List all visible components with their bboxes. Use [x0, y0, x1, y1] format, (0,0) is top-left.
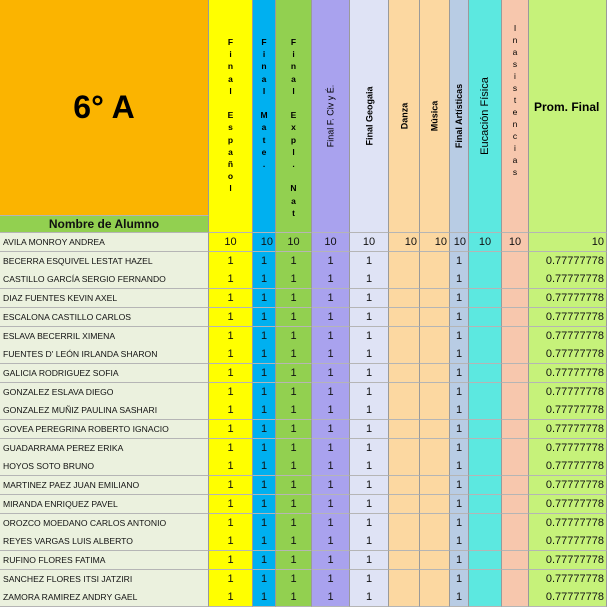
column-header-label: Eucación Física [479, 77, 491, 155]
grade-cell-civ[interactable]: 1 [312, 401, 350, 420]
grade-cell-geo[interactable]: 1 [350, 327, 389, 346]
column-header-label: Final Geogaia [364, 86, 375, 146]
grade-cell-art[interactable]: 1 [450, 364, 469, 383]
column-header-label: Danza [398, 102, 409, 130]
grade-cell-civ[interactable]: 1 [312, 383, 350, 402]
grade-cell-civ[interactable]: 1 [312, 457, 350, 476]
grade-cell-esp[interactable]: 1 [209, 308, 253, 327]
student-name-cell[interactable]: MIRANDA ENRIQUEZ PAVEL [0, 495, 209, 514]
grade-cell-esp[interactable]: 1 [209, 364, 253, 383]
grade-cell-mat[interactable]: 1 [253, 345, 276, 364]
grade-cell-mat[interactable]: 1 [253, 457, 276, 476]
grade-cell-ina[interactable] [502, 570, 529, 589]
grade-cell-art[interactable]: 1 [450, 270, 469, 289]
column-header-geo[interactable] [350, 0, 389, 233]
grade-cell-dan[interactable] [389, 551, 420, 570]
grade-cell-esp[interactable]: 1 [209, 457, 253, 476]
grade-cell-dan[interactable] [389, 420, 420, 439]
grade-cell-ina[interactable] [502, 364, 529, 383]
grade-cell-edf[interactable] [469, 514, 502, 533]
column-header-label: Música [429, 100, 440, 132]
grade-cell-prom[interactable]: 0.77777778 [529, 457, 607, 476]
grade-cell-edf[interactable] [469, 270, 502, 289]
grade-cell-nat[interactable]: 1 [276, 457, 312, 476]
grade-cell-mus[interactable] [420, 420, 450, 439]
column-header-art[interactable] [450, 0, 469, 233]
grade-cell-mus[interactable] [420, 532, 450, 551]
name-column-header[interactable] [0, 216, 209, 233]
grade-cell-nat[interactable]: 1 [276, 252, 312, 271]
grade-cell-ina[interactable] [502, 476, 529, 495]
grade-cell-civ[interactable]: 1 [312, 327, 350, 346]
grade-cell-dan[interactable] [389, 383, 420, 402]
grade-cell-dan[interactable] [389, 401, 420, 420]
grade-cell-esp[interactable]: 1 [209, 476, 253, 495]
grade-cell-art[interactable]: 1 [450, 327, 469, 346]
grade-cell-ina[interactable] [502, 252, 529, 271]
grade-cell-mus[interactable] [420, 345, 450, 364]
grade-cell-dan[interactable] [389, 570, 420, 589]
grade-cell-geo[interactable]: 1 [350, 495, 389, 514]
grade-cell-edf[interactable] [469, 289, 502, 308]
grade-cell-edf[interactable] [469, 570, 502, 589]
column-header-label: Prom. Final [534, 100, 600, 114]
grade-cell-edf[interactable] [469, 308, 502, 327]
grade-cell-mat[interactable]: 1 [253, 551, 276, 570]
grade-cell-ina[interactable] [502, 345, 529, 364]
grade-cell-dan[interactable] [389, 327, 420, 346]
student-name-cell[interactable]: OROZCO MOEDANO CARLOS ANTONIO [0, 514, 209, 533]
grade-cell-ina[interactable]: 10 [502, 233, 529, 252]
column-header-label: F i n a l E s p a ñ o l [227, 37, 234, 194]
grade-cell-ina[interactable] [502, 588, 529, 607]
grade-cell-art[interactable]: 10 [450, 233, 469, 252]
grade-cell-prom[interactable]: 0.77777778 [529, 514, 607, 533]
grade-cell-ina[interactable] [502, 308, 529, 327]
grade-cell-art[interactable]: 1 [450, 514, 469, 533]
grade-cell-mat[interactable]: 1 [253, 364, 276, 383]
grade-cell-mus[interactable] [420, 476, 450, 495]
column-header-edf[interactable] [469, 0, 502, 233]
grade-cell-esp[interactable]: 1 [209, 551, 253, 570]
grade-cell-mus[interactable] [420, 401, 450, 420]
student-name-cell[interactable]: MARTINEZ PAEZ JUAN EMILIANO [0, 476, 209, 495]
grade-cell-dan[interactable] [389, 345, 420, 364]
grade-cell-ina[interactable] [502, 439, 529, 458]
grade-cell-dan[interactable] [389, 439, 420, 458]
grade-cell-prom[interactable]: 0.77777778 [529, 495, 607, 514]
grade-cell-mat[interactable]: 1 [253, 495, 276, 514]
grade-cell-esp[interactable]: 1 [209, 345, 253, 364]
grade-cell-geo[interactable]: 1 [350, 476, 389, 495]
column-header-prom[interactable] [529, 0, 607, 233]
student-name-cell[interactable]: CASTILLO GARCÍA SERGIO FERNANDO [0, 270, 209, 289]
grade-cell-civ[interactable]: 1 [312, 514, 350, 533]
student-name-cell[interactable]: SANCHEZ FLORES ITSI JATZIRI [0, 570, 209, 589]
grade-cell-mat[interactable]: 1 [253, 588, 276, 607]
grade-cell-mus[interactable] [420, 514, 450, 533]
grade-cell-esp[interactable]: 1 [209, 532, 253, 551]
grade-cell-esp[interactable]: 1 [209, 514, 253, 533]
grade-cell-dan[interactable] [389, 270, 420, 289]
grade-cell-ina[interactable] [502, 532, 529, 551]
grade-cell-civ[interactable]: 1 [312, 345, 350, 364]
student-name-cell[interactable]: DIAZ FUENTES KEVIN AXEL [0, 289, 209, 308]
grade-cell-ina[interactable] [502, 514, 529, 533]
grade-cell-mus[interactable] [420, 570, 450, 589]
column-header-label: F i n a l M a t e . [260, 37, 268, 170]
grade-cell-nat[interactable]: 1 [276, 551, 312, 570]
grade-cell-esp[interactable]: 1 [209, 270, 253, 289]
student-name-cell[interactable]: GALICIA RODRIGUEZ SOFIA [0, 364, 209, 383]
grade-cell-mus[interactable] [420, 289, 450, 308]
grade-cell-edf[interactable] [469, 364, 502, 383]
grade-cell-mus[interactable] [420, 270, 450, 289]
grade-cell-esp[interactable]: 1 [209, 401, 253, 420]
column-header-dan[interactable] [389, 0, 420, 233]
grade-cell-geo[interactable]: 1 [350, 252, 389, 271]
grade-cell-edf[interactable] [469, 345, 502, 364]
grade-cell-geo[interactable]: 1 [350, 401, 389, 420]
grade-cell-mat[interactable]: 1 [253, 532, 276, 551]
student-name-cell[interactable]: HOYOS SOTO BRUNO [0, 457, 209, 476]
grade-cell-civ[interactable]: 1 [312, 270, 350, 289]
grade-cell-esp[interactable]: 1 [209, 289, 253, 308]
grade-cell-nat[interactable]: 1 [276, 439, 312, 458]
student-name-cell[interactable]: GUADARRAMA PEREZ ERIKA [0, 439, 209, 458]
grade-cell-art[interactable]: 1 [450, 476, 469, 495]
grade-cell-civ[interactable]: 1 [312, 476, 350, 495]
grade-cell-prom[interactable]: 0.77777778 [529, 308, 607, 327]
grade-cell-dan[interactable] [389, 308, 420, 327]
grade-cell-dan[interactable] [389, 457, 420, 476]
grade-cell-art[interactable]: 1 [450, 308, 469, 327]
grade-cell-nat[interactable]: 1 [276, 401, 312, 420]
grade-cell-civ[interactable]: 1 [312, 364, 350, 383]
grade-cell-art[interactable]: 1 [450, 532, 469, 551]
grade-cell-esp[interactable]: 1 [209, 252, 253, 271]
grade-cell-dan[interactable] [389, 476, 420, 495]
grade-cell-ina[interactable] [502, 420, 529, 439]
student-name-cell[interactable]: ZAMORA RAMIREZ ANDRY GAEL [0, 588, 209, 607]
column-header-nat[interactable] [276, 0, 312, 233]
grade-cell-nat[interactable]: 1 [276, 270, 312, 289]
grade-cell-mat[interactable]: 1 [253, 252, 276, 271]
grade-cell-esp[interactable]: 1 [209, 383, 253, 402]
grade-cell-dan[interactable] [389, 289, 420, 308]
grade-cell-ina[interactable] [502, 551, 529, 570]
grade-cell-mus[interactable] [420, 327, 450, 346]
grade-cell-geo[interactable]: 1 [350, 532, 389, 551]
grade-cell-edf[interactable] [469, 420, 502, 439]
grade-cell-dan[interactable]: 10 [389, 233, 420, 252]
column-header-label: Final F. Civ y É. [325, 84, 336, 148]
grade-cell-edf[interactable] [469, 588, 502, 607]
column-header-label: F i n a l E x p l . N a t [290, 37, 297, 218]
grade-cell-mat[interactable]: 1 [253, 327, 276, 346]
grade-cell-mat[interactable]: 10 [253, 233, 276, 252]
student-name-cell[interactable]: REYES VARGAS LUIS ALBERTO [0, 532, 209, 551]
grade-cell-prom[interactable]: 0.77777778 [529, 420, 607, 439]
grade-cell-civ[interactable]: 1 [312, 588, 350, 607]
grade-cell-geo[interactable]: 1 [350, 420, 389, 439]
column-header-civ[interactable] [312, 0, 350, 233]
grade-cell-prom[interactable]: 0.77777778 [529, 345, 607, 364]
grade-cell-prom[interactable]: 0.77777778 [529, 588, 607, 607]
grade-cell-mat[interactable]: 1 [253, 289, 276, 308]
grade-cell-art[interactable]: 1 [450, 551, 469, 570]
grade-cell-esp[interactable]: 1 [209, 327, 253, 346]
grade-cell-esp[interactable]: 1 [209, 495, 253, 514]
grade-cell-prom[interactable]: 0.77777778 [529, 476, 607, 495]
grade-cell-dan[interactable] [389, 514, 420, 533]
grade-cell-prom[interactable]: 0.77777778 [529, 551, 607, 570]
grade-cell-mat[interactable]: 1 [253, 514, 276, 533]
student-name-cell[interactable]: RUFINO FLORES FATIMA [0, 551, 209, 570]
grade-cell-civ[interactable]: 1 [312, 289, 350, 308]
student-name-cell[interactable]: FUENTES D' LEÓN IRLANDA SHARON [0, 345, 209, 364]
grade-cell-ina[interactable] [502, 327, 529, 346]
grade-cell-mat[interactable]: 1 [253, 476, 276, 495]
grade-cell-prom[interactable]: 0.77777778 [529, 289, 607, 308]
student-name-cell[interactable]: GONZALEZ MUÑIZ PAULINA SASHARI [0, 401, 209, 420]
grade-cell-civ[interactable]: 1 [312, 495, 350, 514]
group-title-cell[interactable] [0, 0, 209, 216]
grade-cell-ina[interactable] [502, 495, 529, 514]
grade-cell-art[interactable]: 1 [450, 345, 469, 364]
grade-cell-mat[interactable]: 1 [253, 439, 276, 458]
grade-cell-nat[interactable]: 1 [276, 308, 312, 327]
grade-cell-prom[interactable]: 10 [529, 233, 607, 252]
grade-cell-nat[interactable]: 1 [276, 588, 312, 607]
grade-cell-art[interactable]: 1 [450, 588, 469, 607]
grade-cell-nat[interactable]: 10 [276, 233, 312, 252]
grade-cell-prom[interactable]: 0.77777778 [529, 270, 607, 289]
grade-cell-edf[interactable] [469, 457, 502, 476]
grade-cell-geo[interactable]: 1 [350, 308, 389, 327]
grade-cell-art[interactable]: 1 [450, 401, 469, 420]
grade-cell-dan[interactable] [389, 364, 420, 383]
grade-cell-geo[interactable]: 1 [350, 364, 389, 383]
grade-cell-nat[interactable]: 1 [276, 364, 312, 383]
grade-cell-nat[interactable]: 1 [276, 495, 312, 514]
grade-cell-civ[interactable]: 1 [312, 252, 350, 271]
grade-cell-dan[interactable] [389, 532, 420, 551]
student-name-cell[interactable]: GOVEA PEREGRINA ROBERTO IGNACIO [0, 420, 209, 439]
grade-cell-prom[interactable]: 0.77777778 [529, 401, 607, 420]
grade-cell-edf[interactable] [469, 327, 502, 346]
grade-cell-edf[interactable] [469, 532, 502, 551]
grade-cell-mus[interactable] [420, 551, 450, 570]
grade-cell-esp[interactable]: 1 [209, 420, 253, 439]
grade-cell-civ[interactable]: 10 [312, 233, 350, 252]
grade-cell-geo[interactable]: 1 [350, 457, 389, 476]
grade-cell-prom[interactable]: 0.77777778 [529, 327, 607, 346]
grade-cell-ina[interactable] [502, 270, 529, 289]
grade-cell-civ[interactable]: 1 [312, 532, 350, 551]
grade-cell-prom[interactable]: 0.77777778 [529, 364, 607, 383]
grade-cell-nat[interactable]: 1 [276, 420, 312, 439]
grade-cell-nat[interactable]: 1 [276, 532, 312, 551]
column-header-label: Final Artísticas [454, 83, 464, 149]
grade-cell-art[interactable]: 1 [450, 439, 469, 458]
column-header-label: I n a s i s t e n c i a s [512, 23, 518, 177]
grade-cell-nat[interactable]: 1 [276, 476, 312, 495]
grade-cell-mus[interactable]: 10 [420, 233, 450, 252]
grade-cell-nat[interactable]: 1 [276, 514, 312, 533]
grade-cell-art[interactable]: 1 [450, 495, 469, 514]
grade-cell-mat[interactable]: 1 [253, 401, 276, 420]
grade-cell-edf[interactable] [469, 476, 502, 495]
grade-cell-dan[interactable] [389, 252, 420, 271]
student-name-cell[interactable]: BECERRA ESQUIVEL LESTAT HAZEL [0, 252, 209, 271]
grade-cell-ina[interactable] [502, 401, 529, 420]
grade-cell-civ[interactable]: 1 [312, 308, 350, 327]
grade-cell-ina[interactable] [502, 289, 529, 308]
grade-cell-mat[interactable]: 1 [253, 270, 276, 289]
grade-cell-nat[interactable]: 1 [276, 570, 312, 589]
column-header-mat[interactable] [253, 0, 276, 233]
student-name-cell[interactable]: ESCALONA CASTILLO CARLOS [0, 308, 209, 327]
grade-cell-esp[interactable]: 1 [209, 570, 253, 589]
grade-cell-dan[interactable] [389, 588, 420, 607]
grade-cell-ina[interactable] [502, 383, 529, 402]
student-name-cell[interactable]: AVILA MONROY ANDREA [0, 233, 209, 252]
grade-cell-ina[interactable] [502, 457, 529, 476]
grade-cell-prom[interactable]: 0.77777778 [529, 383, 607, 402]
grade-cell-mat[interactable]: 1 [253, 308, 276, 327]
grade-cell-esp[interactable]: 1 [209, 439, 253, 458]
grade-cell-civ[interactable]: 1 [312, 551, 350, 570]
grade-cell-art[interactable]: 1 [450, 289, 469, 308]
grade-cell-dan[interactable] [389, 495, 420, 514]
grade-cell-mus[interactable] [420, 364, 450, 383]
grade-cell-geo[interactable]: 1 [350, 588, 389, 607]
grade-cell-edf[interactable] [469, 551, 502, 570]
grade-cell-mus[interactable] [420, 439, 450, 458]
grade-cell-nat[interactable]: 1 [276, 383, 312, 402]
grade-cell-geo[interactable]: 1 [350, 289, 389, 308]
grade-cell-geo[interactable]: 1 [350, 439, 389, 458]
grade-cell-art[interactable]: 1 [450, 457, 469, 476]
grade-cell-civ[interactable]: 1 [312, 420, 350, 439]
grade-cell-art[interactable]: 1 [450, 252, 469, 271]
grade-cell-edf[interactable] [469, 495, 502, 514]
grade-cell-edf[interactable] [469, 383, 502, 402]
column-header-mus[interactable] [420, 0, 450, 233]
grade-cell-mus[interactable] [420, 495, 450, 514]
grade-cell-mus[interactable] [420, 457, 450, 476]
grade-cell-nat[interactable]: 1 [276, 327, 312, 346]
student-name-cell[interactable]: GONZALEZ ESLAVA DIEGO [0, 383, 209, 402]
grade-cell-nat[interactable]: 1 [276, 289, 312, 308]
grade-cell-esp[interactable]: 10 [209, 233, 253, 252]
grade-cell-mat[interactable]: 1 [253, 383, 276, 402]
grade-cell-geo[interactable]: 1 [350, 514, 389, 533]
grade-cell-nat[interactable]: 1 [276, 345, 312, 364]
grade-cell-art[interactable]: 1 [450, 420, 469, 439]
name-column-header-label: Nombre de Alumno [48, 217, 160, 231]
grade-cell-mus[interactable] [420, 588, 450, 607]
column-header-esp[interactable] [209, 0, 253, 233]
grade-cell-prom[interactable]: 0.77777778 [529, 570, 607, 589]
grade-cell-edf[interactable] [469, 252, 502, 271]
grade-cell-geo[interactable]: 1 [350, 383, 389, 402]
student-name-cell[interactable]: ESLAVA BECERRIL XIMENA [0, 327, 209, 346]
grade-cell-edf[interactable] [469, 401, 502, 420]
grade-cell-geo[interactable]: 10 [350, 233, 389, 252]
grade-cell-geo[interactable]: 1 [350, 270, 389, 289]
grade-cell-esp[interactable]: 1 [209, 588, 253, 607]
grade-cell-civ[interactable]: 1 [312, 570, 350, 589]
group-title: 6° A [73, 89, 135, 125]
grade-cell-edf[interactable]: 10 [469, 233, 502, 252]
grade-cell-geo[interactable]: 1 [350, 551, 389, 570]
grade-cell-mus[interactable] [420, 252, 450, 271]
column-header-ina[interactable] [502, 0, 529, 233]
grade-cell-prom[interactable]: 0.77777778 [529, 532, 607, 551]
grade-cell-mus[interactable] [420, 383, 450, 402]
grade-cell-mat[interactable]: 1 [253, 570, 276, 589]
grade-cell-mat[interactable]: 1 [253, 420, 276, 439]
grade-cell-art[interactable]: 1 [450, 383, 469, 402]
grade-cell-mus[interactable] [420, 308, 450, 327]
grade-cell-geo[interactable]: 1 [350, 345, 389, 364]
grade-cell-prom[interactable]: 0.77777778 [529, 439, 607, 458]
grade-cell-geo[interactable]: 1 [350, 570, 389, 589]
grade-cell-civ[interactable]: 1 [312, 439, 350, 458]
grade-cell-edf[interactable] [469, 439, 502, 458]
grade-cell-art[interactable]: 1 [450, 570, 469, 589]
grade-cell-prom[interactable]: 0.77777778 [529, 252, 607, 271]
